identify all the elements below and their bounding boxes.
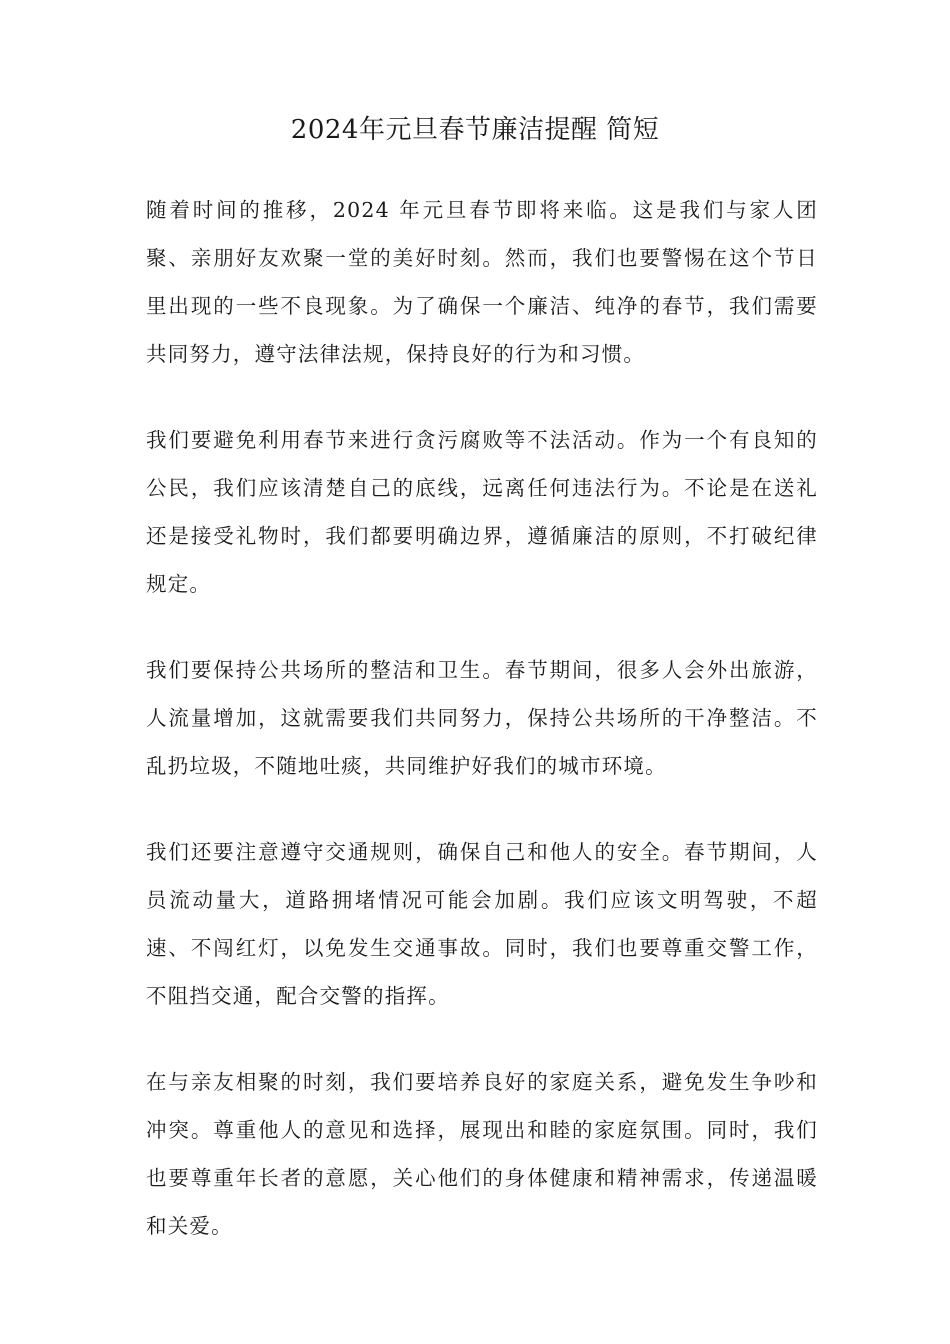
paragraph-5: 在与亲友相聚的时刻，我们要培养良好的家庭关系，避免发生争吵和冲突。尊重他人的意见和选择，展现出和睦的家庭氛围。同时，我们也要尊重年长者的意愿，关心他们的身体健康和精神需求，传递温暖和关爱。 xyxy=(146,1070,818,1238)
document-title: 2024年元旦春节廉洁提醒 简短 xyxy=(290,115,660,145)
paragraph-3: 我们要保持公共场所的整洁和卫生。春节期间，很多人会外出旅游，人流量增加，这就需要我们共同努力，保持公共场所的干净整洁。不乱扔垃圾，不随地吐痰，共同维护好我们的城市环境。 xyxy=(146,658,818,778)
paragraph-1: 随着时间的推移，2024 年元旦春节即将来临。这是我们与家人团聚、亲朋好友欢聚一堂的美好时刻。然而，我们也要警惕在这个节日里出现的一些不良现象。为了确保一个廉洁、纯净的春节，我们需要共同努力，遵守法律法规，保持良好的行为和习惯。 xyxy=(146,198,818,366)
document-body xyxy=(146,186,818,1288)
paragraph-2: 我们要避免利用春节来进行贪污腐败等不法活动。作为一个有良知的公民，我们应该清楚自己的底线，远离任何违法行为。不论是在送礼还是接受礼物时，我们都要明确边界，遵循廉洁的原则，不打破纪律规定。 xyxy=(146,428,818,596)
paragraph-4: 我们还要注意遵守交通规则，确保自己和他人的安全。春节期间，人员流动量大，道路拥堵情况可能会加剧。我们应该文明驾驶，不超速、不闯红灯，以免发生交通事故。同时，我们也要尊重交警工作，不阻挡交通，配合交警的指挥。 xyxy=(146,840,818,1008)
